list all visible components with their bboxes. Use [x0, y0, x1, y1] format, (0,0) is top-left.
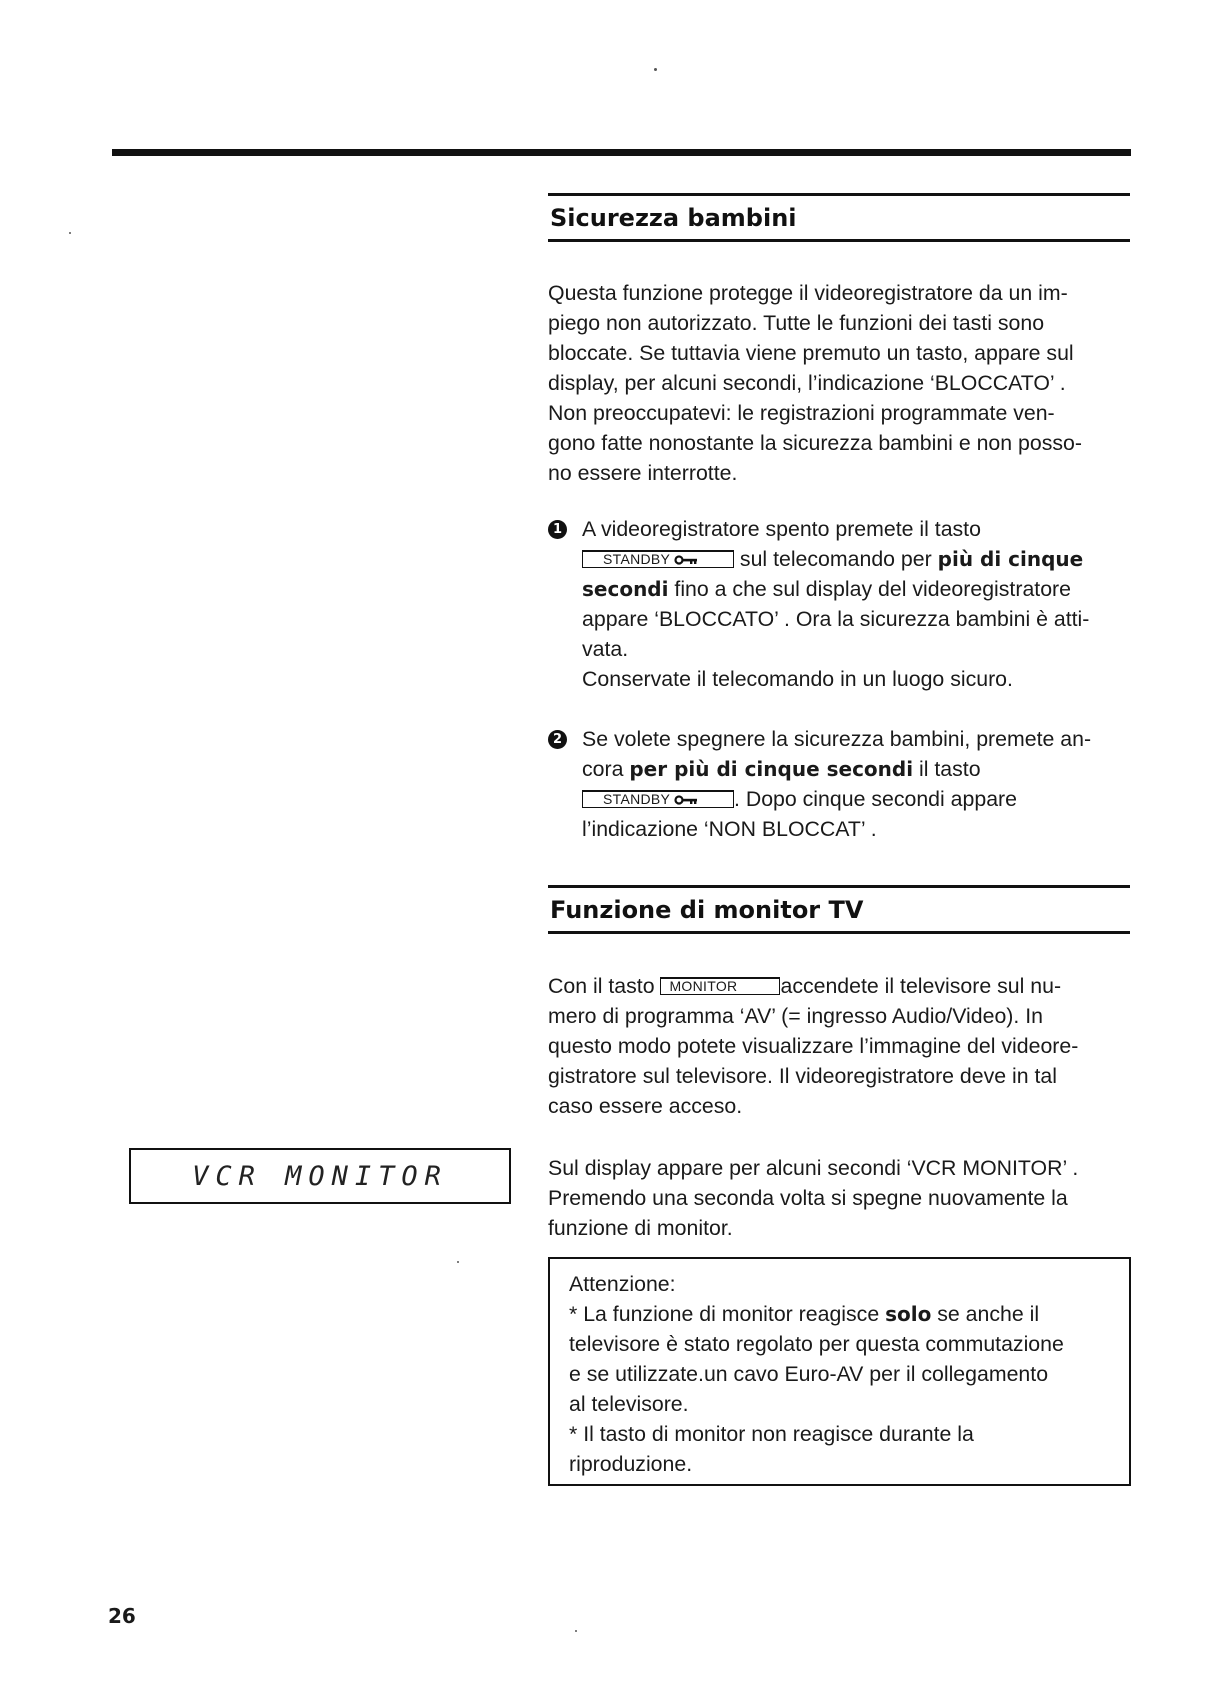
step-number: 1 — [548, 520, 567, 539]
key-icon — [674, 555, 698, 565]
step-1 — [548, 514, 1130, 694]
attention-note-box — [548, 1257, 1131, 1486]
step-text: fino a che sul display del videoregistratore appare ‘BLOCCATO’ . Ora la sicurezza bambini è atti- vata. Conservate il telecomando in un luogo sicuro. — [582, 577, 1090, 691]
text: accendete il televisore sul nu- mero di programma ‘AV’ (= ingresso Audio/Video). In questo modo potete visualizzare l’immagine del videore- gistratore sul televisore. Il videoregistratore deve in tal caso essere acceso. — [548, 974, 1079, 1118]
step-text: A videoregistratore spento premete il tasto — [582, 517, 981, 541]
step-bold: secondi — [582, 577, 669, 601]
key-text: STANDBY — [603, 551, 671, 567]
section-tv-monitor — [548, 885, 1130, 934]
note-item: * Il tasto di monitor non reagisce durante la riproduzione. — [569, 1422, 974, 1476]
scan-speck — [69, 232, 71, 234]
standby-key-label — [582, 790, 734, 808]
section-child-lock — [548, 193, 1130, 242]
section-heading — [548, 193, 1130, 242]
standby-key-label — [582, 550, 734, 568]
section-title: Sicurezza bambini — [550, 204, 797, 232]
note-item — [569, 1299, 1115, 1419]
section-title: Funzione di monitor TV — [550, 896, 864, 924]
step-number: 2 — [548, 730, 567, 749]
scan-speck — [654, 68, 657, 71]
scan-speck — [575, 1630, 577, 1632]
text: * La funzione di monitor reagisce — [569, 1302, 886, 1326]
intro-paragraph: Questa funzione protegge il videoregistratore da un im- piego non autorizzato. Tutte le funzioni dei tasti sono bloccate. Se tuttavia viene premuto un tasto, appare sul display, per alcuni secondi, l’indicazione ‘BLOCCATO’ . Non preoccupatevi: le registrazioni programmate ven- gono fatte nonostante la sicurezza bambini e non posso- no essere interrotte. — [548, 281, 1082, 485]
section-heading — [548, 885, 1130, 934]
scan-speck — [457, 1261, 459, 1263]
page-number: 26 — [108, 1604, 136, 1628]
monitor-paragraph — [548, 971, 1130, 1121]
step-bold: più di cinque — [937, 547, 1084, 571]
step-text: Se volete spegnere la sicurezza bambini, premete an- cora — [582, 727, 1092, 781]
step-bold: per più di cinque secondi — [629, 757, 914, 781]
step-text: sul telecomando per — [739, 547, 938, 571]
step-2 — [548, 724, 1130, 844]
text: se anche il televisore è stato regolato per questa commutazione e se utilizzate.un cavo Euro-AV per il collegamento al televisore. — [569, 1302, 1064, 1416]
monitor-key-label: MONITOR — [660, 977, 780, 995]
display-paragraph: Sul display appare per alcuni secondi ‘VCR MONITOR’ . Premendo una seconda volta si spegne nuovamente la funzione di monitor. — [548, 1156, 1079, 1240]
step-text: il tasto — [913, 757, 981, 781]
top-rule — [112, 149, 1131, 156]
bold-text: solo — [885, 1302, 932, 1326]
section-child-lock-body — [548, 278, 1130, 844]
lcd-display: VCR MONITOR — [129, 1148, 511, 1204]
text: Con il tasto — [548, 974, 661, 998]
key-icon — [674, 795, 698, 805]
key-text: STANDBY — [603, 791, 671, 807]
step-text: . Dopo cinque secondi appare l’indicazione ‘NON BLOCCAT’ . — [582, 787, 1017, 841]
note-title: Attenzione: — [569, 1272, 676, 1296]
section-tv-monitor-body — [548, 971, 1130, 1243]
